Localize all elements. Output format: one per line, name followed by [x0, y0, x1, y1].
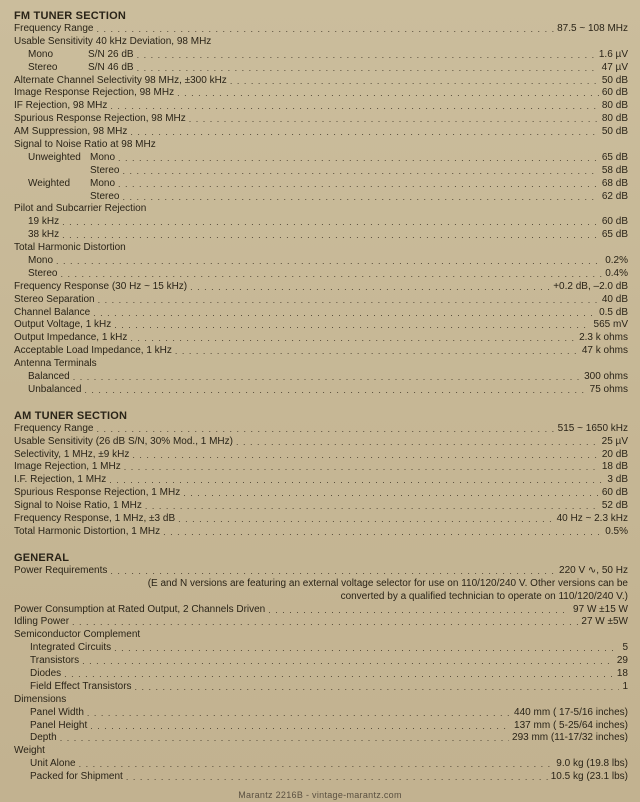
fm-pilot-19-row — [14, 216, 628, 229]
fm-antenna-balanced-row — [14, 371, 628, 384]
fm-pilot-38-row — [14, 229, 628, 242]
leader-dots — [56, 255, 602, 268]
fm-freq-response-row — [14, 281, 628, 294]
spec-label: Frequency Response (30 Hz ~ 15 kHz) — [14, 280, 188, 292]
fm-image-response-row — [14, 87, 628, 100]
spec-label: Unbalanced — [28, 383, 82, 395]
leader-dots — [178, 513, 553, 526]
leader-dots — [90, 720, 511, 733]
general-unit-alone-row — [14, 758, 628, 771]
spec-label: Usable Sensitivity (26 dB S/N, 30% Mod., 1 MHz) — [14, 435, 233, 447]
leader-dots — [98, 294, 599, 307]
spec-label: Field Effect Transistors — [30, 680, 132, 692]
am-section-title: AM TUNER SECTION — [14, 409, 128, 422]
spec-value: 293 mm (11-17/32 inches) — [512, 732, 628, 744]
am-if-rejection-row — [14, 474, 628, 487]
leader-dots — [73, 371, 581, 384]
leader-dots — [82, 655, 614, 668]
general-power-consumption-row — [14, 604, 628, 617]
leader-dots — [109, 474, 604, 487]
spec-value: 27 W ±5W — [581, 616, 628, 628]
spec-value: 97 W ±15 W — [573, 603, 628, 615]
leader-dots — [177, 87, 599, 100]
general-diodes-row — [14, 668, 628, 681]
am-usable-sensitivity-row — [14, 436, 628, 449]
spec-label: Frequency Response, 1 MHz, ±3 dB — [14, 513, 176, 525]
spec-value: 87.5 ~ 108 MHz — [557, 22, 628, 34]
leader-dots — [122, 165, 598, 178]
leader-dots — [175, 345, 579, 358]
leader-dots — [130, 332, 576, 345]
fm-if-rejection-row — [14, 100, 628, 113]
leader-dots — [135, 681, 620, 694]
fm-thd-stereo-row — [14, 268, 628, 281]
spec-sublabel: Stereo — [28, 61, 58, 73]
spec-label: Spurious Response Rejection, 1 MHz — [14, 487, 181, 499]
leader-dots — [190, 281, 550, 294]
spec-value: 1 — [622, 680, 628, 692]
spec-value: 80 dB — [601, 100, 628, 112]
am-spurious-row — [14, 487, 628, 500]
leader-dots — [60, 268, 602, 281]
spec-label: Mono — [28, 255, 54, 267]
leader-dots — [137, 62, 599, 75]
leader-dots — [97, 423, 555, 436]
leader-dots — [236, 436, 599, 449]
fm-snr-heading: Signal to Noise Ratio at 98 MHz — [14, 139, 156, 151]
am-frequency-range-row — [14, 423, 628, 436]
watermark-footer: Marantz 2216B - vintage-marantz.com — [238, 790, 402, 800]
leader-dots — [79, 758, 554, 771]
general-semiconductor-heading: Semiconductor Complement — [14, 629, 141, 641]
spec-label: Frequency Range — [14, 22, 94, 34]
fm-snr-weighted-mono-row — [14, 178, 628, 191]
spec-label: Mono — [90, 151, 116, 163]
spec-value: 220 V ∿, 50 Hz — [559, 564, 628, 576]
general-dimensions-heading: Dimensions — [14, 693, 67, 705]
spec-value: 18 — [616, 667, 628, 679]
spec-label: Channel Balance — [14, 306, 91, 318]
spec-label: Transistors — [30, 655, 80, 667]
spec-label: Signal to Noise Ratio, 1 MHz — [14, 500, 142, 512]
spec-sublabel: Unweighted — [28, 151, 81, 163]
leader-dots — [93, 307, 596, 320]
general-packed-row — [14, 771, 628, 784]
spec-value: 40 dB — [601, 293, 628, 305]
spec-label: Power Requirements — [14, 564, 108, 576]
spec-value: 47 k ohms — [581, 345, 628, 357]
spec-value: 20 dB — [601, 448, 628, 460]
leader-dots — [124, 461, 599, 474]
spec-value: 0.5% — [605, 525, 628, 537]
spec-value: 0.2% — [605, 255, 628, 267]
fm-usable-sensitivity-heading: Usable Sensitivity 40 kHz Deviation, 98 MHz — [14, 35, 212, 47]
spec-label: Stereo — [90, 190, 120, 202]
spec-value: 60 dB — [601, 216, 628, 228]
fm-thd-heading: Total Harmonic Distortion — [14, 242, 126, 254]
general-idling-power-row — [14, 616, 628, 629]
spec-value: 0.5 dB — [599, 306, 628, 318]
spec-value: 137 mm ( 5-25/64 inches) — [514, 719, 628, 731]
spec-value: 50 dB — [601, 74, 628, 86]
spec-value: 300 ohms — [584, 371, 628, 383]
spec-value: 58 dB — [601, 164, 628, 176]
spec-value: 75 ohms — [589, 383, 628, 395]
leader-dots — [230, 75, 599, 88]
spec-label: Unit Alone — [30, 758, 76, 770]
leader-dots — [60, 732, 509, 745]
general-depth-row — [14, 732, 628, 745]
spec-label: Image Rejection, 1 MHz — [14, 461, 121, 473]
spec-label: I.F. Rejection, 1 MHz — [14, 474, 107, 486]
general-panel-width-row — [14, 707, 628, 720]
fm-thd-mono-row — [14, 255, 628, 268]
leader-dots — [110, 565, 556, 578]
spec-label: Stereo — [28, 267, 58, 279]
fm-snr-unweighted-stereo-row — [14, 165, 628, 178]
fm-stereo-separation-row — [14, 294, 628, 307]
fm-load-impedance-row — [14, 345, 628, 358]
spec-value: 50 dB — [601, 126, 628, 138]
leader-dots — [145, 500, 599, 513]
leader-dots — [110, 100, 598, 113]
spec-value: 65 dB — [601, 151, 628, 163]
spec-value: 65 dB — [601, 229, 628, 241]
spec-label: Selectivity, 1 MHz, ±9 kHz — [14, 448, 130, 460]
leader-dots — [114, 642, 619, 655]
spec-value: +0.2 dB, –2.0 dB — [553, 280, 628, 292]
general-ic-row — [14, 642, 628, 655]
spec-value: 5 — [622, 642, 628, 654]
fm-sens-mono-row — [14, 49, 628, 62]
voltage-note-line-1: (E and N versions are featuring an external voltage selector for use on 110/120/240 V. Other versions can be — [147, 577, 628, 589]
spec-label: IF Rejection, 98 MHz — [14, 100, 108, 112]
spec-value: 440 mm ( 17-5/16 inches) — [514, 706, 628, 718]
leader-dots — [137, 49, 596, 62]
spec-value: 1.6 µV — [598, 48, 628, 60]
fm-output-impedance-row — [14, 332, 628, 345]
spec-value: 60 dB — [601, 487, 628, 499]
fm-alt-channel-row — [14, 75, 628, 88]
spec-label: Packed for Shipment — [30, 771, 123, 783]
spec-value: 25 µV — [601, 435, 628, 447]
fm-spurious-row — [14, 113, 628, 126]
spec-label: Alternate Channel Selectivity 98 MHz, ±300 kHz — [14, 74, 227, 86]
spec-value: 2.3 k ohms — [579, 332, 628, 344]
spec-value: 60 dB — [601, 87, 628, 99]
spec-value: 565 mV — [593, 319, 628, 331]
am-freq-response-row — [14, 513, 628, 526]
leader-dots — [62, 229, 599, 242]
spec-label: Output Impedance, 1 kHz — [14, 332, 128, 344]
spec-value: 52 dB — [601, 500, 628, 512]
fm-snr-unweighted-mono-row — [14, 152, 628, 165]
leader-dots — [183, 487, 599, 500]
general-transistors-row — [14, 655, 628, 668]
spec-value: 10.5 kg (23.1 lbs) — [550, 771, 628, 783]
spec-value: 68 dB — [601, 177, 628, 189]
spec-label: 19 kHz — [28, 216, 60, 228]
am-thd-row — [14, 526, 628, 539]
spec-value: 515 ~ 1650 kHz — [557, 422, 628, 434]
leader-dots — [118, 178, 599, 191]
am-image-rejection-row — [14, 462, 628, 475]
spec-label: Stereo Separation — [14, 293, 95, 305]
spec-label: Output Voltage, 1 kHz — [14, 319, 112, 331]
fm-frequency-range-row — [14, 23, 628, 36]
spec-label: Diodes — [30, 667, 62, 679]
leader-dots — [163, 526, 602, 539]
spec-value: 62 dB — [601, 190, 628, 202]
fm-pilot-heading: Pilot and Subcarrier Rejection — [14, 203, 147, 215]
spec-label: AM Suppression, 98 MHz — [14, 126, 128, 138]
spec-label: Frequency Range — [14, 422, 94, 434]
spec-label: Integrated Circuits — [30, 642, 112, 654]
spec-value: 40 Hz ~ 2.3 kHz — [556, 513, 628, 525]
leader-dots — [87, 707, 511, 720]
spec-value: 80 dB — [601, 113, 628, 125]
fm-output-voltage-row — [14, 319, 628, 332]
leader-dots — [64, 668, 614, 681]
spec-label: S/N 26 dB — [88, 48, 134, 60]
spec-label: Stereo — [90, 164, 120, 176]
fm-antenna-heading: Antenna Terminals — [14, 358, 97, 370]
spec-label: Balanced — [28, 371, 70, 383]
spec-label: Idling Power — [14, 616, 70, 628]
fm-section-title: FM TUNER SECTION — [14, 10, 126, 22]
fm-sens-stereo-row — [14, 62, 628, 75]
spec-label: Panel Height — [30, 719, 88, 731]
leader-dots — [114, 319, 590, 332]
spec-label: 38 kHz — [28, 229, 60, 241]
spec-label: S/N 46 dB — [88, 61, 134, 73]
am-snr-row — [14, 500, 628, 513]
spec-label: Total Harmonic Distortion, 1 MHz — [14, 525, 161, 537]
fm-am-suppression-row — [14, 126, 628, 139]
general-panel-height-row — [14, 720, 628, 733]
spec-value: 0.4% — [605, 267, 628, 279]
spec-sheet — [14, 10, 628, 784]
fm-snr-weighted-stereo-row — [14, 191, 628, 204]
leader-dots — [97, 23, 555, 36]
leader-dots — [132, 449, 599, 462]
general-fet-row — [14, 681, 628, 694]
leader-dots — [268, 604, 570, 617]
leader-dots — [122, 191, 598, 204]
fm-antenna-unbalanced-row — [14, 384, 628, 397]
spec-sublabel: Mono — [28, 48, 54, 60]
general-power-requirements-row — [14, 565, 628, 578]
spec-label: Acceptable Load Impedance, 1 kHz — [14, 345, 172, 357]
spec-label: Mono — [90, 177, 116, 189]
spec-value: 9.0 kg (19.8 lbs) — [556, 758, 628, 770]
spec-label: Image Response Rejection, 98 MHz — [14, 87, 175, 99]
spec-label: Spurious Response Rejection, 98 MHz — [14, 113, 186, 125]
general-section-title: GENERAL — [14, 551, 70, 564]
spec-sublabel: Weighted — [28, 177, 71, 189]
leader-dots — [84, 384, 586, 397]
voltage-note-line-2: converted by a qualified technician to operate on 110/120/240 V.) — [340, 590, 628, 602]
spec-value: 29 — [616, 655, 628, 667]
leader-dots — [118, 152, 599, 165]
fm-channel-balance-row — [14, 307, 628, 320]
am-selectivity-row — [14, 449, 628, 462]
general-weight-heading: Weight — [14, 745, 45, 757]
spec-label: Panel Width — [30, 706, 84, 718]
leader-dots — [189, 113, 599, 126]
leader-dots — [130, 126, 598, 139]
spec-label: Depth — [30, 732, 57, 744]
spec-value: 18 dB — [601, 461, 628, 473]
leader-dots — [62, 216, 599, 229]
spec-value: 3 dB — [607, 474, 628, 486]
spec-label: Power Consumption at Rated Output, 2 Channels Driven — [14, 603, 266, 615]
leader-dots — [126, 771, 548, 784]
leader-dots — [72, 616, 578, 629]
spec-value: 47 µV — [601, 61, 628, 73]
